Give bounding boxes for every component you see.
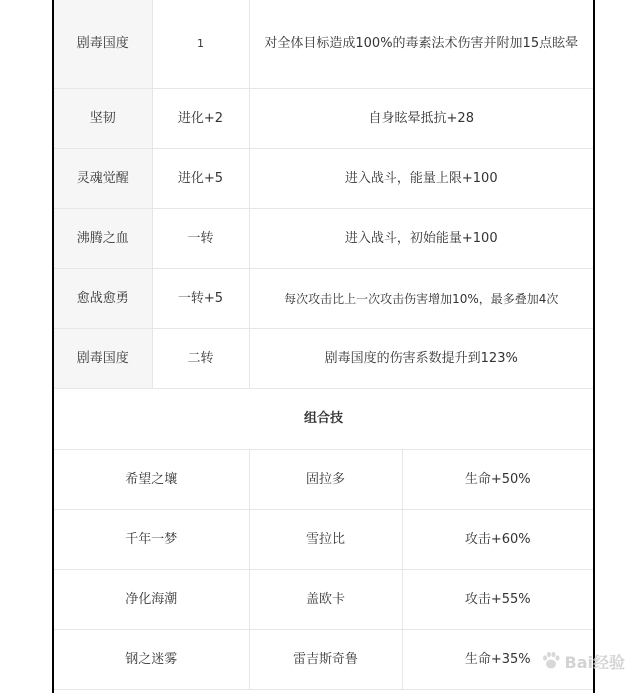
skill-name: 灵魂觉醒 xyxy=(54,149,152,209)
skill-effect: 自身眩晕抵抗+28 xyxy=(249,89,593,149)
skill-name: 剧毒国度 xyxy=(54,0,152,89)
skill-name: 愈战愈勇 xyxy=(54,269,152,329)
table-row xyxy=(54,570,593,630)
watermark-text: Bai经验 xyxy=(564,652,625,672)
table-row xyxy=(54,149,593,209)
combo-name: 希望之壤 xyxy=(54,450,249,510)
skills-table xyxy=(54,0,593,389)
paw-icon xyxy=(539,649,563,673)
skill-effect: 进入战斗，能量上限+100 xyxy=(249,149,593,209)
combo-partner: 固拉多 xyxy=(249,450,402,510)
combo-partner: 雪拉比 xyxy=(249,510,402,570)
table-row xyxy=(54,209,593,269)
table-row xyxy=(54,329,593,389)
table-row xyxy=(54,510,593,570)
table-row xyxy=(54,0,593,89)
watermark xyxy=(539,649,625,673)
table-row xyxy=(54,630,593,690)
skill-level: 二转 xyxy=(152,329,249,389)
skill-name: 剧毒国度 xyxy=(54,329,152,389)
skill-level: 进化+5 xyxy=(152,149,249,209)
combo-bonus: 生命+35% xyxy=(402,630,593,690)
skill-name: 坚韧 xyxy=(54,89,152,149)
combo-bonus: 攻击+55% xyxy=(402,570,593,630)
skill-name: 沸腾之血 xyxy=(54,209,152,269)
combo-partner: 盖欧卡 xyxy=(249,570,402,630)
skill-level: 一转+5 xyxy=(152,269,249,329)
skill-effect: 剧毒国度的伤害系数提升到123% xyxy=(249,329,593,389)
combo-name: 净化海潮 xyxy=(54,570,249,630)
skill-level: 进化+2 xyxy=(152,89,249,149)
skill-effect: 每次攻击比上一次攻击伤害增加10%，最多叠加4次 xyxy=(249,269,593,329)
skill-effect: 对全体目标造成100%的毒素法术伤害并附加15点眩晕 xyxy=(249,0,593,89)
combo-table xyxy=(54,389,593,690)
section-header-row xyxy=(54,389,593,450)
skill-level: 一转 xyxy=(152,209,249,269)
table-row xyxy=(54,450,593,510)
skill-level: 1 xyxy=(152,0,249,89)
combo-name: 钢之迷雾 xyxy=(54,630,249,690)
content-frame xyxy=(52,0,595,693)
skill-effect: 进入战斗，初始能量+100 xyxy=(249,209,593,269)
combo-partner: 雷吉斯奇鲁 xyxy=(249,630,402,690)
table-row xyxy=(54,269,593,329)
combo-section-title: 组合技 xyxy=(54,389,593,450)
combo-bonus: 攻击+60% xyxy=(402,510,593,570)
table-row xyxy=(54,89,593,149)
combo-name: 千年一梦 xyxy=(54,510,249,570)
combo-bonus: 生命+50% xyxy=(402,450,593,510)
